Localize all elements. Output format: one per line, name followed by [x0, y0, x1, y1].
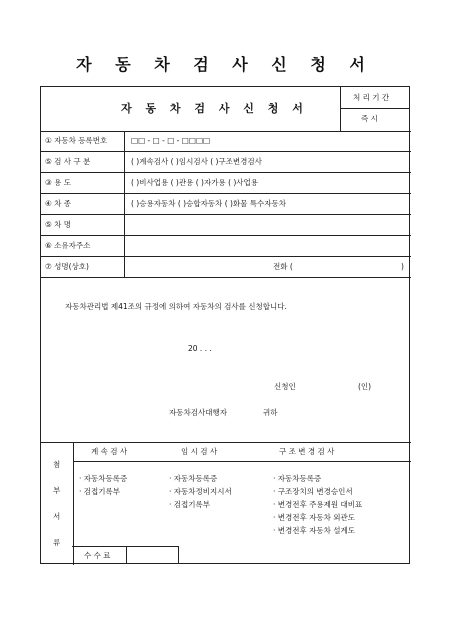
date-field[interactable]: 20 . . .: [188, 344, 212, 353]
list-item: · 구조장치의 변경승인서: [273, 487, 353, 496]
recipient: 자동차검사대행자: [169, 408, 227, 417]
processing-period-label: 처 리 기 간: [353, 93, 390, 102]
attachments-label-3: 서: [53, 512, 61, 521]
attachments-label-4: 류: [53, 538, 61, 547]
list-item: · 자동차등록증: [79, 474, 128, 483]
temporary-inspection-header: 임 시 검 사: [181, 447, 218, 456]
modification-inspection-header: 구 조 변 경 검 사: [279, 447, 335, 456]
form-title: 자 동 차 검 사 신 청 서: [121, 102, 308, 115]
application-form: [40, 86, 410, 564]
list-item: · 자동차정비지시서: [169, 487, 232, 496]
usage-label: ③ 용 도: [45, 178, 71, 187]
list-item: · 자동차등록증: [273, 474, 322, 483]
processing-period-value: 즉 시: [361, 114, 378, 123]
list-item: · 변경전후 자동차 설계도: [273, 526, 355, 535]
list-item: · 변경전후 자동차 외관도: [273, 513, 355, 522]
list-item: · 변경전후 주용제원 대비표: [273, 500, 363, 509]
document-title: 자 동 차 검 사 신 청 서: [76, 55, 374, 74]
honorific: 귀하: [263, 408, 278, 417]
vehicle-class-label: ④ 차 종: [45, 199, 71, 208]
inspection-type-label: ⑤ 검 사 구 분: [45, 157, 91, 166]
registration-number-field[interactable]: □□ - □ - □ - □□□□: [131, 136, 211, 145]
attachments-label-2: 부: [53, 486, 61, 495]
vehicle-name-label: ⑤ 차 명: [45, 220, 71, 229]
owner-name-label: ⑦ 성명(상호): [45, 262, 89, 271]
list-item: · 검접기록부: [169, 500, 210, 509]
owner-address-label: ⑥ 소유자주소: [45, 241, 91, 250]
list-item: · 검접기록부: [79, 487, 120, 496]
registration-number-label: ① 자동차 등록번호: [45, 136, 108, 145]
fee-label: 수 수 료: [84, 551, 111, 560]
inspection-type-options[interactable]: ( )계속검사 ( )임시검사 ( )구조변경검사: [131, 157, 262, 166]
fee-row: [40, 551, 410, 578]
seal-mark: (인): [358, 382, 372, 391]
applicant-label: 신청인: [274, 382, 296, 391]
phone-label: 전화 (: [273, 262, 293, 271]
application-statement: 자동차관리법 제41조의 규정에 의하여 자동차의 검사를 신청합니다.: [65, 302, 287, 311]
attachments-label-1: 첨: [53, 460, 61, 469]
list-item: · 자동차등록증: [169, 474, 218, 483]
usage-options[interactable]: ( )비사업용 ( )관용 ( )자가용 ( )사업용: [131, 178, 259, 187]
phone-close: ): [401, 262, 404, 271]
vehicle-class-options[interactable]: ( )승용자동차 ( )승합자동차 ( )화물 특수자동차: [131, 199, 287, 208]
periodic-inspection-header: 계 속 검 사: [91, 447, 128, 456]
